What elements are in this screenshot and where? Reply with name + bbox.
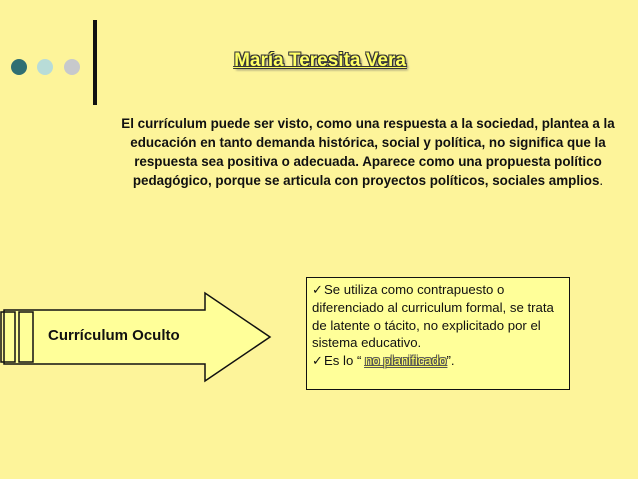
slide-title: María Teresita Vera [234, 50, 406, 71]
box-item-1-text: Se utiliza como contrapuesto o diferenciado al curriculum formal, se trata de latente o tácito, no explicitado por el sistema educativo. [312, 282, 554, 351]
box-item-2-prefix: Es lo “ [324, 353, 366, 369]
body-paragraph-tail: . [599, 173, 604, 188]
arrow-label: Currículum Oculto [48, 327, 180, 344]
decor-vertical-line [93, 20, 97, 105]
decor-dot-gray [64, 59, 80, 75]
check-icon: ✓ [312, 353, 324, 369]
box-item-2 [312, 352, 563, 370]
body-paragraph [104, 114, 632, 190]
body-paragraph-bold: El currículum puede ser visto, como una respuesta a la sociedad, plantea a la educación en tanto demanda histórica, social y política, no significa que la respuesta sea positiva o adecuada. Aparece como una propuesta político pedagógico, porque se articula con proyectos políticos, sociales amplios [121, 116, 615, 188]
box-item-1 [312, 281, 563, 352]
box-item-2-suffix: ”. [446, 353, 455, 369]
decor-dot-dark [11, 59, 27, 75]
decor-dot-light [37, 59, 53, 75]
check-icon: ✓ [312, 282, 324, 297]
no-planificado-link[interactable]: no planificado [365, 353, 447, 369]
definition-box [306, 277, 570, 390]
